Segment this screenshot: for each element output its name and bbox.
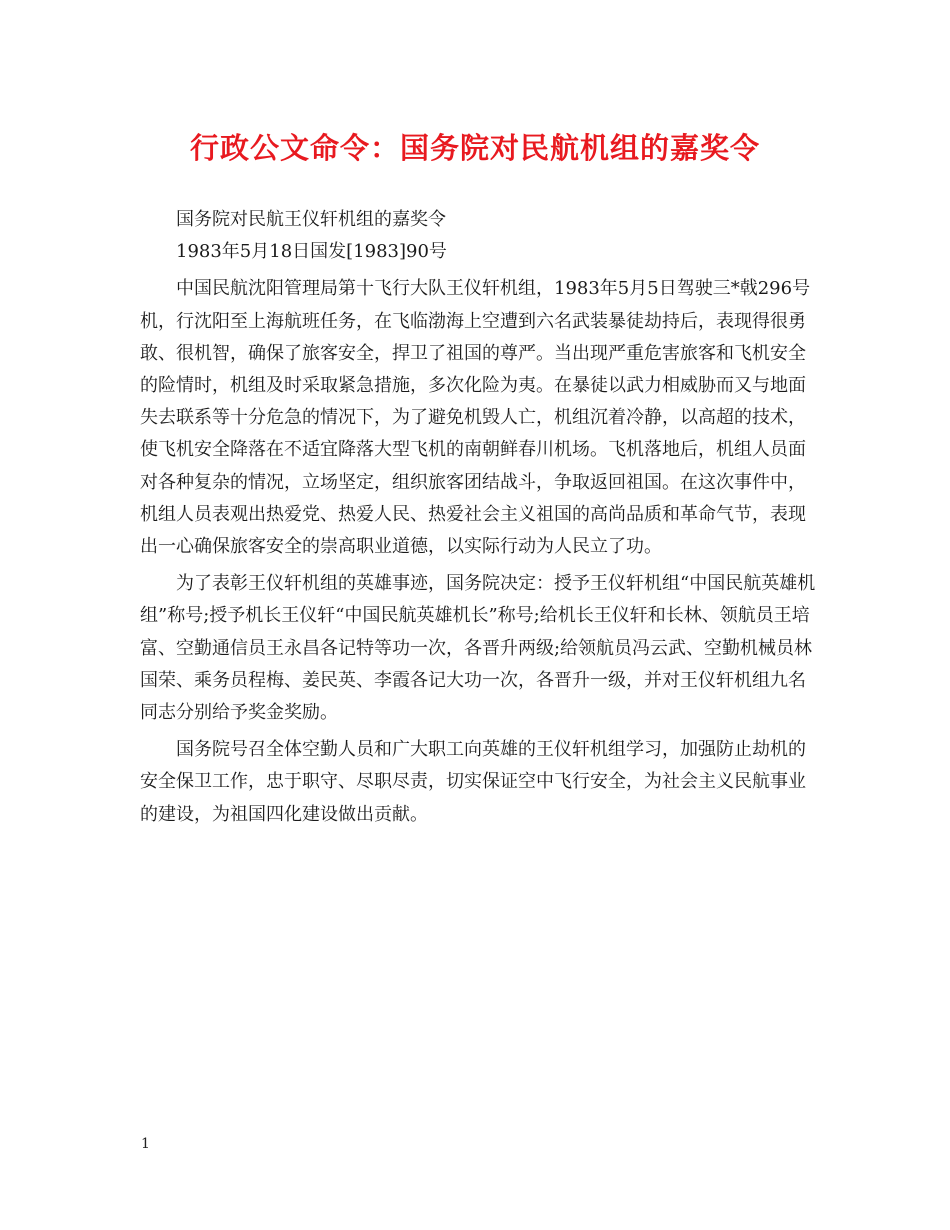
- doc-number-line: 1983年5月18日国发[1983]90号: [176, 241, 447, 263]
- paragraph-call: 国务院号召全体空勤人员和广大职工向英雄的王仪轩机组学习，加强防止劫机的安全保卫工作，忠于职守、尽职尽责，切实保证空中飞行安全，为社会主义民航事业的建设，为祖国四化建设做出贡献。: [140, 739, 806, 825]
- document-title: 行政公文命令：国务院对民航机组的嘉奖令: [189, 131, 760, 165]
- heading-line: 国务院对民航王仪轩机组的嘉奖令: [176, 209, 446, 230]
- paragraph-incident: 中国民航沈阳管理局第十飞行大队王仪轩机组，1983年5月5日驾驶三*戟296号机，行沈阳至上海航班任务，在飞临渤海上空遭到六名武装暴徒劫持后，表现得很勇敢、很机智，确保了旅客安全，捍卫了祖国的尊严。当出现严重危害旅客和飞机安全的险情时，机组及时采取紧急措施，多次化险为夷。在暴徒以武力相威胁而又与地面失去联系等十分危急的情况下，为了避免机毁人亡，机组沉着冷静，以高超的技术，使飞机安全降落在不适宜降落大型飞机的南朝鲜春川机场。飞机落地后，机组人员面对各种复杂的情况，立场坚定，组织旅客团结战斗，争取返回祖国。在这次事件中，机组人员表观出热爱党、热爱人民、热爱社会主义祖国的高尚品质和革命气节，表现出一心确保旅客安全的崇高职业道德，以实际行动为人民立了功。: [140, 278, 811, 558]
- page-number: 1: [141, 1136, 150, 1152]
- paragraph-award: 为了表彰王仪轩机组的英雄事迹，国务院决定：授予王仪轩机组“中国民航英雄机组”称号;授予机长王仪轩“中国民航英雄机长”称号;给机长王仪轩和长林、领航员王培富、空勤通信员王永昌各记特等功一次，各晋升两级;给领航员冯云武、空勤机械员林国荣、乘务员程梅、姜民英、李霞各记大功一次，各晋升一级，并对王仪轩机组九名同志分别给予奖金奖励。: [140, 573, 816, 724]
- document-body: [140, 204, 816, 831]
